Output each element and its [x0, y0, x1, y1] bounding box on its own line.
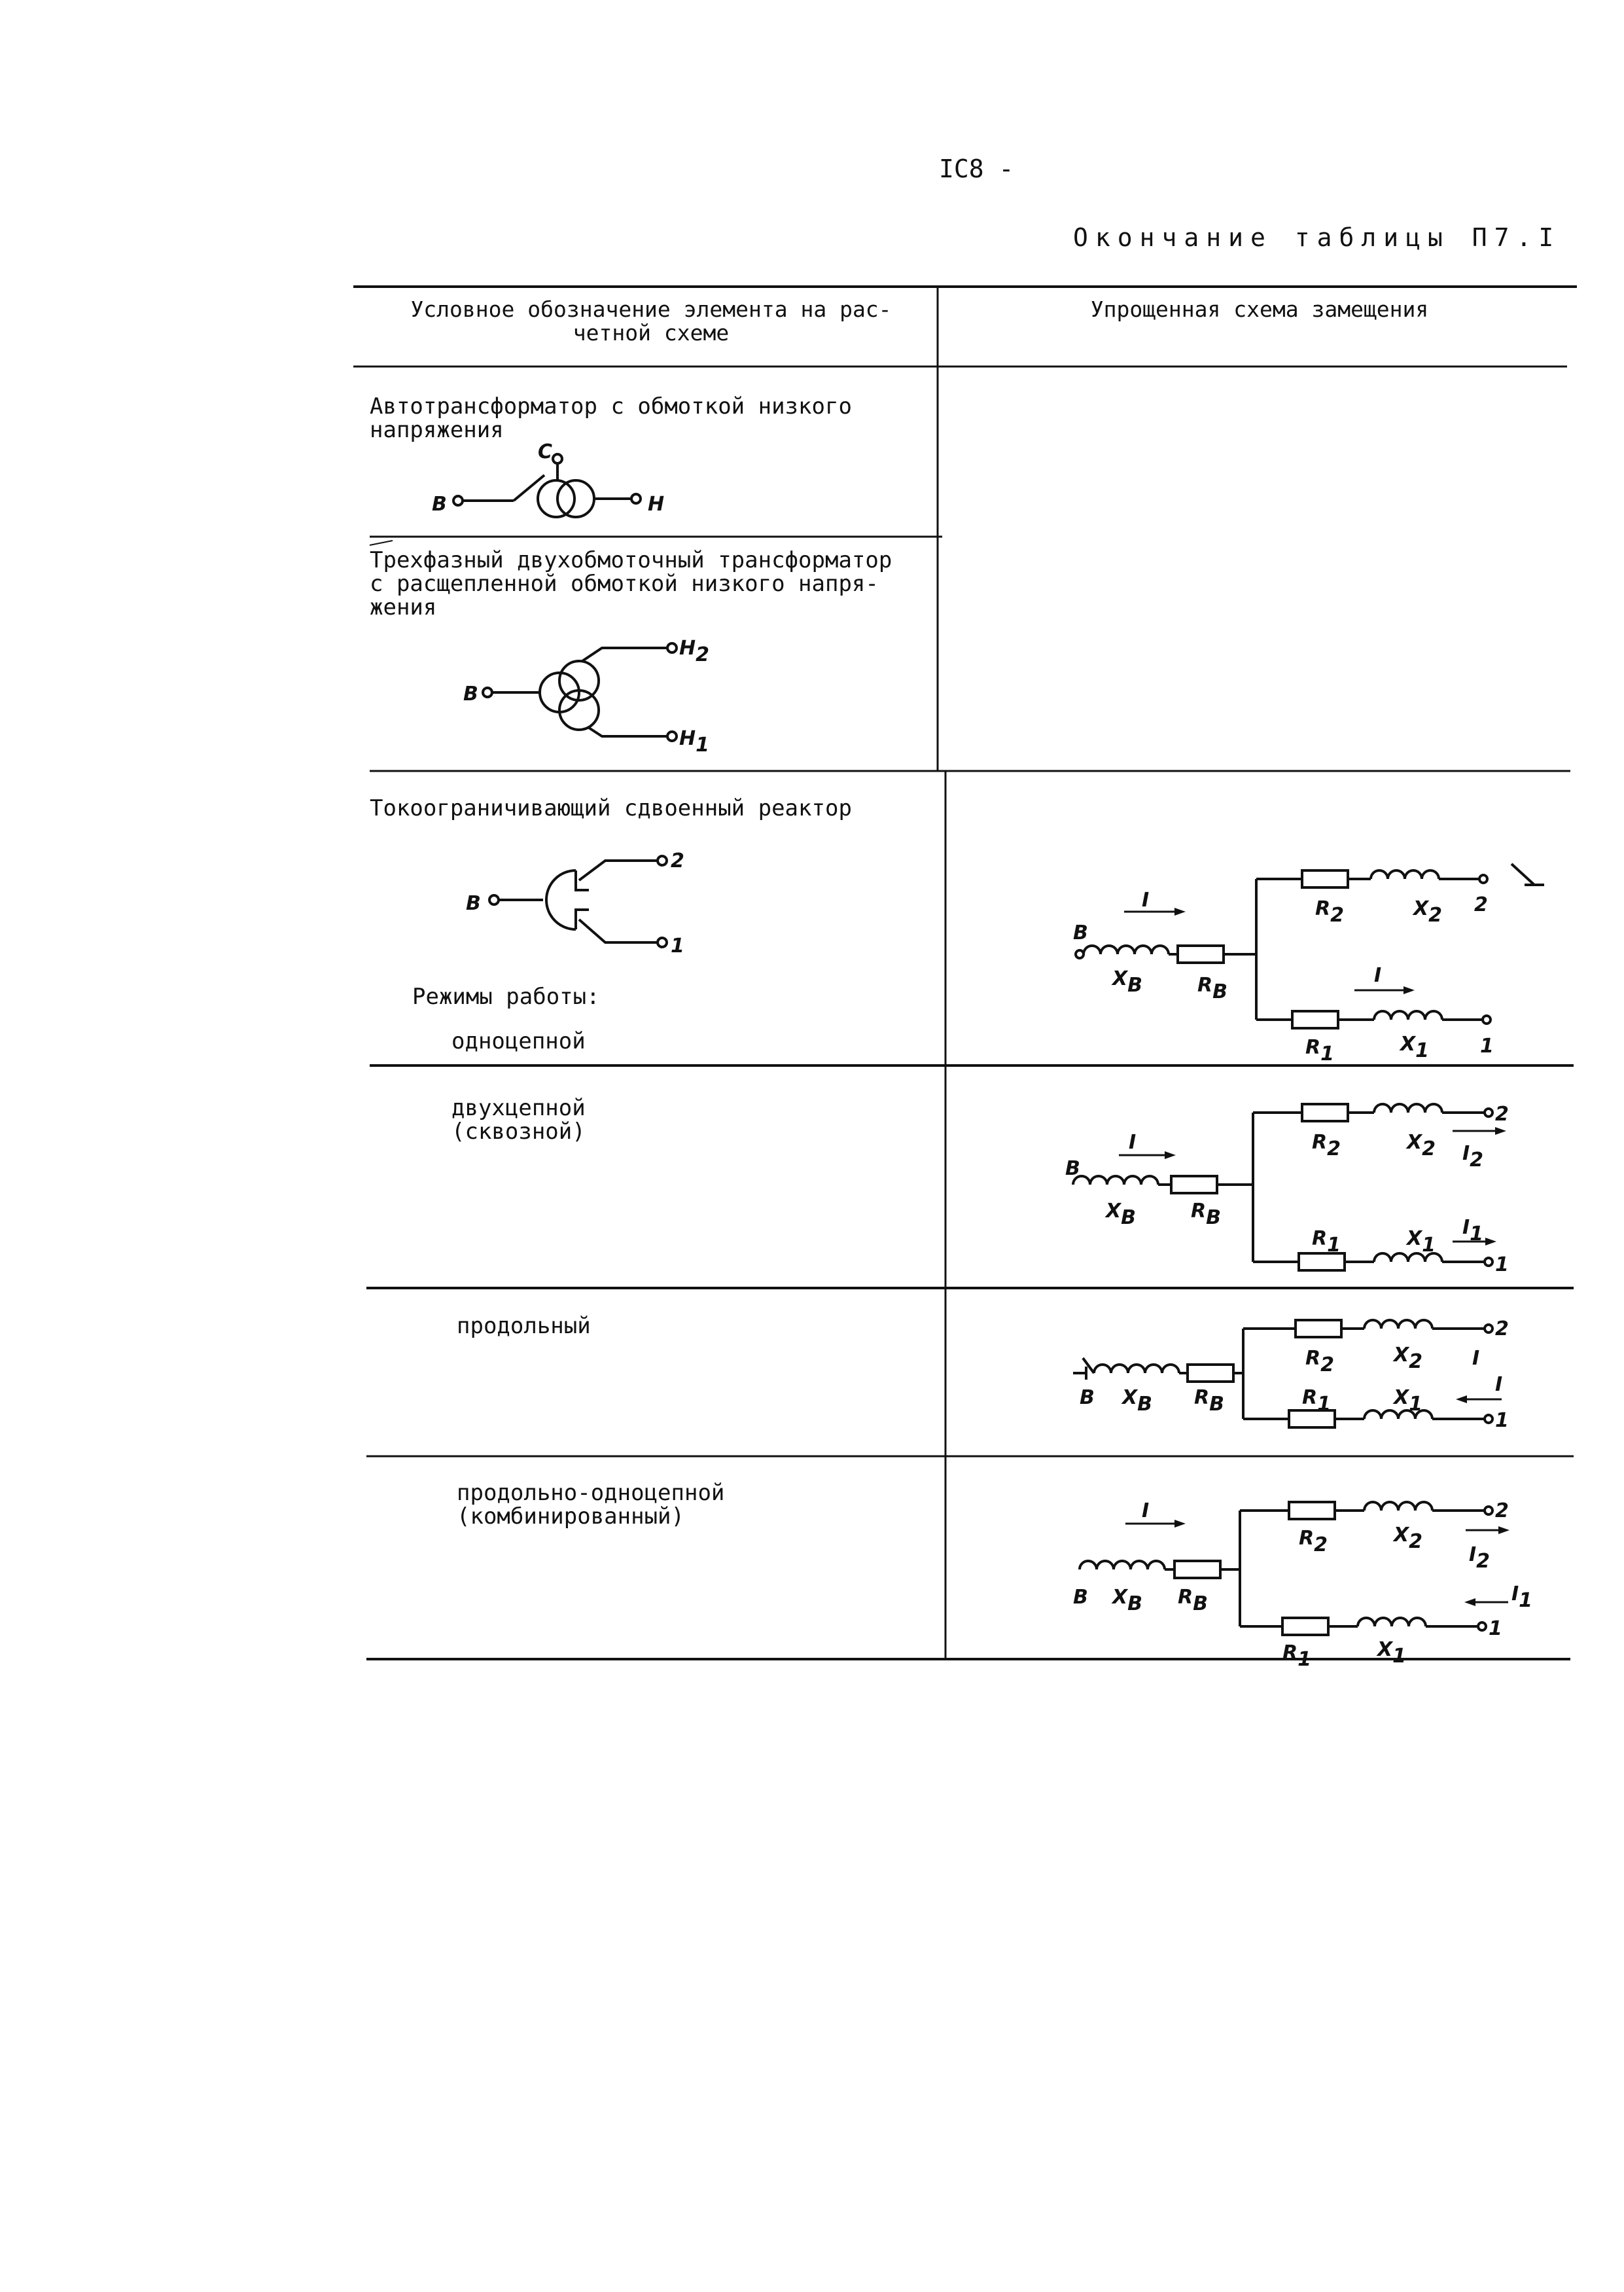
scheme2-rb-label: RВ [1191, 1200, 1221, 1229]
scheme3-r2-label: R2 [1305, 1347, 1334, 1376]
scheme2-terminal-1: 1 [1495, 1253, 1509, 1276]
mode-combined: продольно-одноцепной (комбинированный) [457, 1480, 725, 1530]
column-header-symbol: Условное обозначение элемента на рас- четной схеме [410, 296, 892, 346]
scheme3-i-upper-label: I [1472, 1347, 1480, 1370]
scheme1-terminal-1: 1 [1480, 1035, 1494, 1058]
scheme4-rb-label: RВ [1178, 1586, 1208, 1615]
mode-single-circuit: одноцепной [451, 1028, 586, 1054]
mode-longitudinal: продольный [457, 1313, 591, 1339]
modes-label: Режимы работы: [412, 984, 600, 1010]
scheme3-b-label: В [1080, 1386, 1095, 1409]
autotransformer-c-label: С [538, 440, 553, 463]
row-autotransformer-title: Автотрансформатор с обмоткой низкого напряжения [370, 393, 852, 443]
scheme3-terminal-2: 2 [1495, 1317, 1509, 1340]
scheme4-r1-label: R1 [1282, 1641, 1311, 1671]
page-number: IC8 - [939, 154, 1014, 183]
autotransformer-v-label: В [432, 493, 447, 516]
scheme3-x2-label: X2 [1394, 1344, 1423, 1373]
scheme2-i1-label: I1 [1462, 1216, 1484, 1245]
scheme4-b-label: В [1073, 1586, 1088, 1609]
reactor-terminal-1-label: 1 [671, 935, 684, 958]
table-caption: Окончание таблицы П7.I [1073, 223, 1561, 252]
scheme4-i-label: I [1142, 1499, 1150, 1522]
scheme4-terminal-2: 2 [1495, 1499, 1509, 1522]
scheme3-terminal-1: 1 [1495, 1409, 1509, 1432]
scheme2-i2-label: I2 [1462, 1142, 1484, 1172]
scheme4-x2-label: X2 [1394, 1524, 1423, 1553]
scheme1-i-label: I [1142, 889, 1150, 912]
scheme3-r1-label: R1 [1302, 1386, 1331, 1416]
reactor-terminal-2-label: 2 [671, 850, 684, 872]
row-transformer-title: Трехфазный двухобмоточный трансформатор с расщепленной обмоткой низкого напря- жения [370, 547, 892, 620]
scheme4-i1-label: I1 [1511, 1583, 1533, 1612]
scheme3-rb-label: RВ [1194, 1386, 1224, 1416]
scheme3-xb-label: XВ [1122, 1386, 1153, 1416]
scheme2-i-label: I [1129, 1131, 1137, 1154]
transformer-h1-label: Н1 [679, 727, 709, 757]
reactor-v-label: В [466, 892, 481, 915]
mode-double-circuit: двухцепной (сквозной) [451, 1095, 586, 1145]
scheme3-x1-label: X1 [1394, 1386, 1423, 1416]
scheme2-b-label: В [1065, 1157, 1080, 1180]
scheme1-xb-label: XВ [1112, 967, 1143, 997]
scheme1-rb-label: RВ [1197, 974, 1227, 1003]
scheme4-xb-label: XВ [1112, 1586, 1143, 1615]
scheme1-r2-label: R2 [1315, 897, 1344, 927]
scheme2-x2-label: X2 [1407, 1131, 1436, 1160]
transformer-h2-label: Н2 [679, 637, 709, 666]
scheme3-i-lower-label: I [1495, 1373, 1503, 1396]
scheme2-r1-label: R1 [1312, 1227, 1341, 1257]
scheme4-terminal-1: 1 [1489, 1617, 1502, 1640]
transformer-v-label: В [463, 683, 478, 706]
scheme1-x1-label: X1 [1400, 1033, 1430, 1062]
scheme2-xb-label: XВ [1106, 1200, 1137, 1229]
scheme4-r2-label: R2 [1299, 1527, 1328, 1556]
scheme2-terminal-2: 2 [1495, 1103, 1509, 1126]
scheme1-x2-label: X2 [1413, 897, 1443, 927]
scheme1-terminal-2: 2 [1474, 893, 1488, 916]
column-header-scheme: Упрощенная схема замещения [1090, 296, 1429, 322]
row-reactor-title: Токоограничивающий сдвоенный реактор [370, 795, 852, 821]
autotransformer-h-label: Н [648, 493, 665, 516]
scheme4-x1-label: X1 [1377, 1638, 1407, 1668]
scheme4-i2-label: I2 [1469, 1543, 1491, 1573]
scheme1-r1-label: R1 [1305, 1036, 1334, 1065]
scheme1-i-lower-label: I [1374, 964, 1382, 987]
scheme2-r2-label: R2 [1312, 1131, 1341, 1160]
scheme2-x1-label: X1 [1407, 1227, 1436, 1257]
scheme1-b-label: В [1073, 922, 1088, 944]
